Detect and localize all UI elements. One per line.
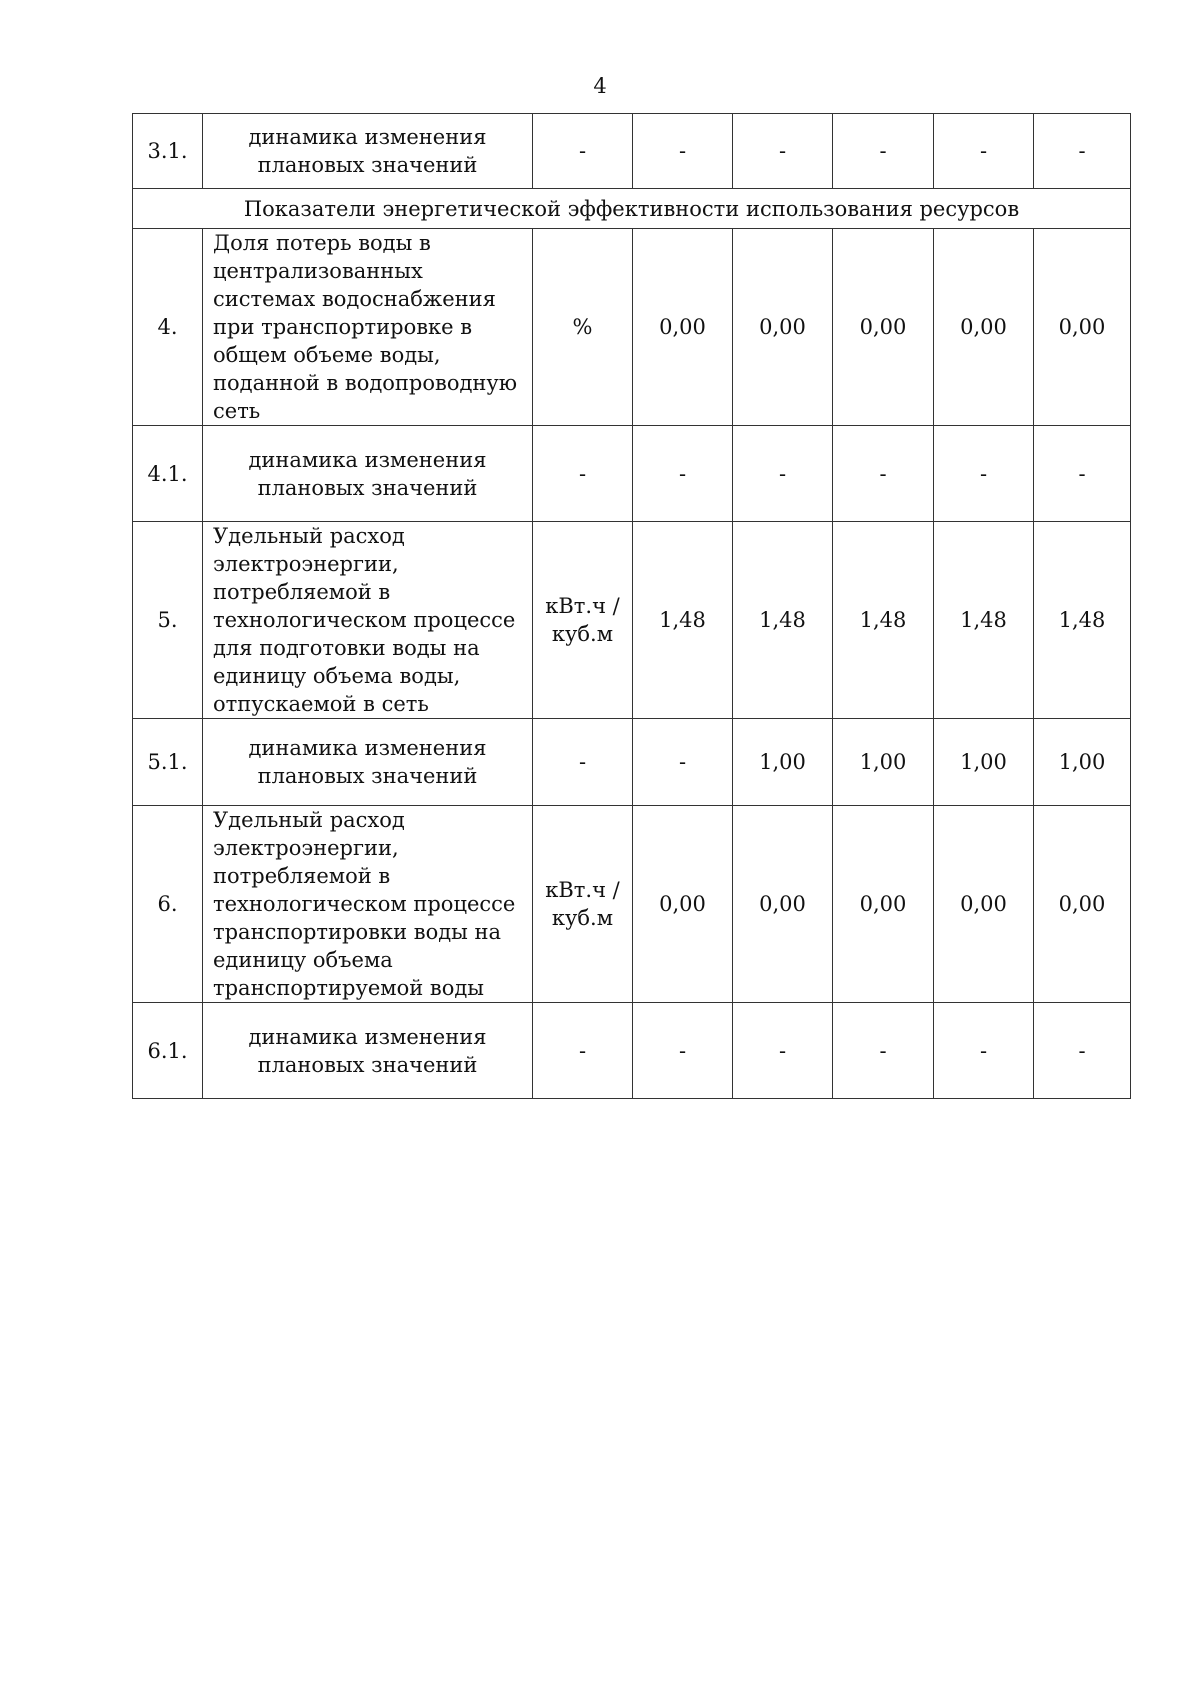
row-number: 3.1. <box>133 114 203 189</box>
row-value: 0,00 <box>633 806 733 1003</box>
row-value: - <box>633 1003 733 1099</box>
row-unit: - <box>533 1003 633 1099</box>
row-number: 6.1. <box>133 1003 203 1099</box>
table-row <box>133 522 1131 719</box>
row-unit: кВт.ч / куб.м <box>533 522 633 719</box>
row-description: Доля потерь воды в централизованных системах водоснабжения при транспортировке в общем объеме воды, поданной в водопроводную сеть <box>203 229 533 426</box>
row-unit: - <box>533 719 633 806</box>
row-value: 0,00 <box>934 229 1034 426</box>
row-value: 0,00 <box>833 229 934 426</box>
row-description: динамика изменения плановых значений <box>203 114 533 189</box>
row-description: динамика изменения плановых значений <box>203 1003 533 1099</box>
table-row <box>133 426 1131 522</box>
section-heading: Показатели энергетической эффективности использования ресурсов <box>133 189 1131 229</box>
row-value: 1,48 <box>1034 522 1131 719</box>
row-value: - <box>833 1003 934 1099</box>
row-value: - <box>934 1003 1034 1099</box>
row-value: - <box>833 426 934 522</box>
row-value: 1,48 <box>833 522 934 719</box>
row-number: 4. <box>133 229 203 426</box>
row-value: 1,00 <box>934 719 1034 806</box>
table-row <box>133 719 1131 806</box>
row-value: 0,00 <box>733 229 833 426</box>
row-value: - <box>733 114 833 189</box>
indicators-table <box>132 113 1131 1099</box>
row-number: 5.1. <box>133 719 203 806</box>
row-unit: - <box>533 114 633 189</box>
row-value: 0,00 <box>1034 806 1131 1003</box>
row-value: 0,00 <box>1034 229 1131 426</box>
row-value: 1,48 <box>733 522 833 719</box>
row-description: Удельный расход электроэнергии, потребляемой в технологическом процессе для подготовки воды на единицу объема воды, отпускаемой в сеть <box>203 522 533 719</box>
row-value: 0,00 <box>833 806 934 1003</box>
table-row <box>133 806 1131 1003</box>
row-value: - <box>1034 1003 1131 1099</box>
row-value: - <box>1034 426 1131 522</box>
row-value: 1,00 <box>1034 719 1131 806</box>
row-value: - <box>934 114 1034 189</box>
row-value: - <box>1034 114 1131 189</box>
row-value: 0,00 <box>733 806 833 1003</box>
row-value: 1,00 <box>833 719 934 806</box>
row-value: - <box>833 114 934 189</box>
row-value: - <box>633 114 733 189</box>
row-value: - <box>733 1003 833 1099</box>
section-row <box>133 189 1131 229</box>
row-description: динамика изменения плановых значений <box>203 719 533 806</box>
row-value: 1,48 <box>934 522 1034 719</box>
page-number: 4 <box>593 74 607 98</box>
row-value: 0,00 <box>633 229 733 426</box>
row-value: - <box>733 426 833 522</box>
row-number: 4.1. <box>133 426 203 522</box>
row-value: - <box>934 426 1034 522</box>
row-value: - <box>633 719 733 806</box>
row-value: 1,00 <box>733 719 833 806</box>
row-number: 5. <box>133 522 203 719</box>
row-value: 0,00 <box>934 806 1034 1003</box>
row-description: динамика изменения плановых значений <box>203 426 533 522</box>
row-value: - <box>633 426 733 522</box>
row-unit: кВт.ч / куб.м <box>533 806 633 1003</box>
table-row <box>133 1003 1131 1099</box>
table-row <box>133 229 1131 426</box>
row-description: Удельный расход электроэнергии, потребляемой в технологическом процессе транспортировки воды на единицу объема транспортируемой воды <box>203 806 533 1003</box>
row-number: 6. <box>133 806 203 1003</box>
row-unit: % <box>533 229 633 426</box>
row-value: 1,48 <box>633 522 733 719</box>
row-unit: - <box>533 426 633 522</box>
table-row <box>133 114 1131 189</box>
